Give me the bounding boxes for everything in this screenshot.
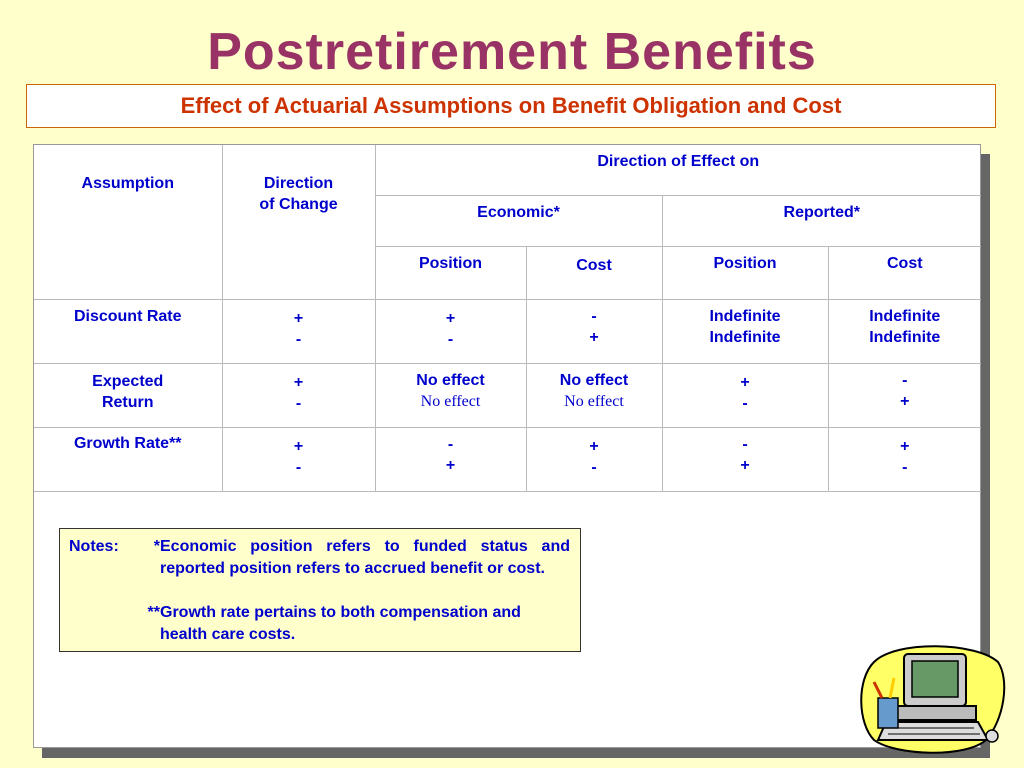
change-up: +	[293, 310, 304, 327]
econ-position-down: No effect	[420, 393, 481, 410]
header-reported	[662, 196, 981, 247]
header-direction-line2: of Change	[259, 196, 338, 213]
econ-cost-down: -	[591, 459, 597, 476]
rep-position-down: -	[742, 395, 748, 412]
rep-position-up: +	[740, 374, 750, 391]
change-down: -	[295, 395, 302, 412]
row-assumption-line1: Discount Rate	[73, 308, 182, 325]
header-economic-label: Economic*	[477, 204, 560, 221]
header-rep-cost-label: Cost	[886, 255, 923, 272]
header-econ-cost	[526, 247, 662, 300]
header-econ-position-label: Position	[418, 255, 483, 272]
table-row	[34, 300, 981, 364]
row-change	[222, 364, 375, 428]
econ-cost-up: -	[591, 308, 597, 325]
econ-position-up: +	[445, 310, 456, 327]
row-econ-position	[375, 428, 526, 492]
header-assumption	[34, 145, 222, 300]
table-panel	[33, 144, 981, 748]
econ-cost-down: +	[589, 329, 599, 346]
notes-box	[59, 528, 581, 652]
note-growth-rate: Growth rate pertains to both compensation and health care costs.	[160, 604, 521, 643]
header-assumption-label: Assumption	[81, 175, 174, 192]
rep-position-down: +	[740, 457, 750, 474]
note-marker-single: *	[153, 538, 160, 555]
row-econ-position	[375, 300, 526, 364]
subtitle: Effect of Actuarial Assumptions on Benefit Obligation and Cost	[180, 93, 842, 118]
row-assumption-line1: Growth Rate**	[73, 435, 182, 452]
table-row	[34, 428, 981, 492]
note-marker-double: **	[147, 604, 160, 621]
rep-position-up: -	[742, 436, 748, 453]
row-rep-position	[662, 428, 828, 492]
row-rep-cost	[828, 300, 981, 364]
assumptions-table	[34, 145, 981, 492]
header-direction	[222, 145, 375, 300]
change-down: -	[295, 459, 302, 476]
row-econ-cost	[526, 428, 662, 492]
note-economic-position: Economic position refers to funded status and reported position refers to accrued benefit or cost.	[160, 538, 570, 577]
subtitle-box	[26, 84, 996, 128]
change-down: -	[295, 331, 302, 348]
table-row	[34, 364, 981, 428]
notes-label: Notes:	[69, 538, 119, 555]
econ-position-down: +	[445, 457, 456, 474]
computer-clipart-icon	[856, 640, 1006, 755]
rep-cost-up: Indefinite	[869, 308, 941, 325]
header-rep-position-label: Position	[713, 255, 777, 272]
header-effect-on-label: Direction of Effect on	[597, 153, 760, 170]
rep-position-down: Indefinite	[709, 329, 781, 346]
header-rep-position	[662, 247, 828, 300]
rep-cost-up: +	[900, 438, 910, 455]
row-change	[222, 300, 375, 364]
rep-cost-down: +	[900, 393, 910, 410]
header-effect-on	[375, 145, 981, 196]
rep-cost-up: -	[902, 372, 908, 389]
row-econ-cost	[526, 364, 662, 428]
header-rep-cost	[828, 247, 981, 300]
row-assumption	[34, 428, 222, 492]
row-assumption	[34, 300, 222, 364]
header-direction-line1: Direction	[263, 175, 334, 192]
rep-cost-down: -	[902, 459, 908, 476]
page-title: Postretirement Benefits	[207, 23, 817, 81]
econ-cost-down: No effect	[564, 393, 624, 410]
econ-position-down: -	[447, 331, 454, 348]
change-up: +	[293, 374, 304, 391]
econ-cost-up: +	[589, 438, 599, 455]
row-econ-cost	[526, 300, 662, 364]
header-econ-position	[375, 247, 526, 300]
row-assumption-line2: Return	[101, 394, 154, 411]
rep-cost-down: Indefinite	[869, 329, 941, 346]
row-econ-position	[375, 364, 526, 428]
econ-position-up: No effect	[416, 372, 485, 389]
row-rep-cost	[828, 428, 981, 492]
row-rep-position	[662, 364, 828, 428]
header-economic	[375, 196, 662, 247]
row-change	[222, 428, 375, 492]
header-reported-label: Reported*	[783, 204, 860, 221]
row-rep-cost	[828, 364, 981, 428]
header-econ-cost-label: Cost	[576, 257, 612, 274]
econ-position-up: -	[447, 436, 454, 453]
row-rep-position	[662, 300, 828, 364]
row-assumption-line1: Expected	[92, 373, 164, 390]
change-up: +	[293, 438, 304, 455]
row-assumption	[34, 364, 222, 428]
econ-cost-up: No effect	[559, 372, 629, 389]
rep-position-up: Indefinite	[709, 308, 781, 325]
